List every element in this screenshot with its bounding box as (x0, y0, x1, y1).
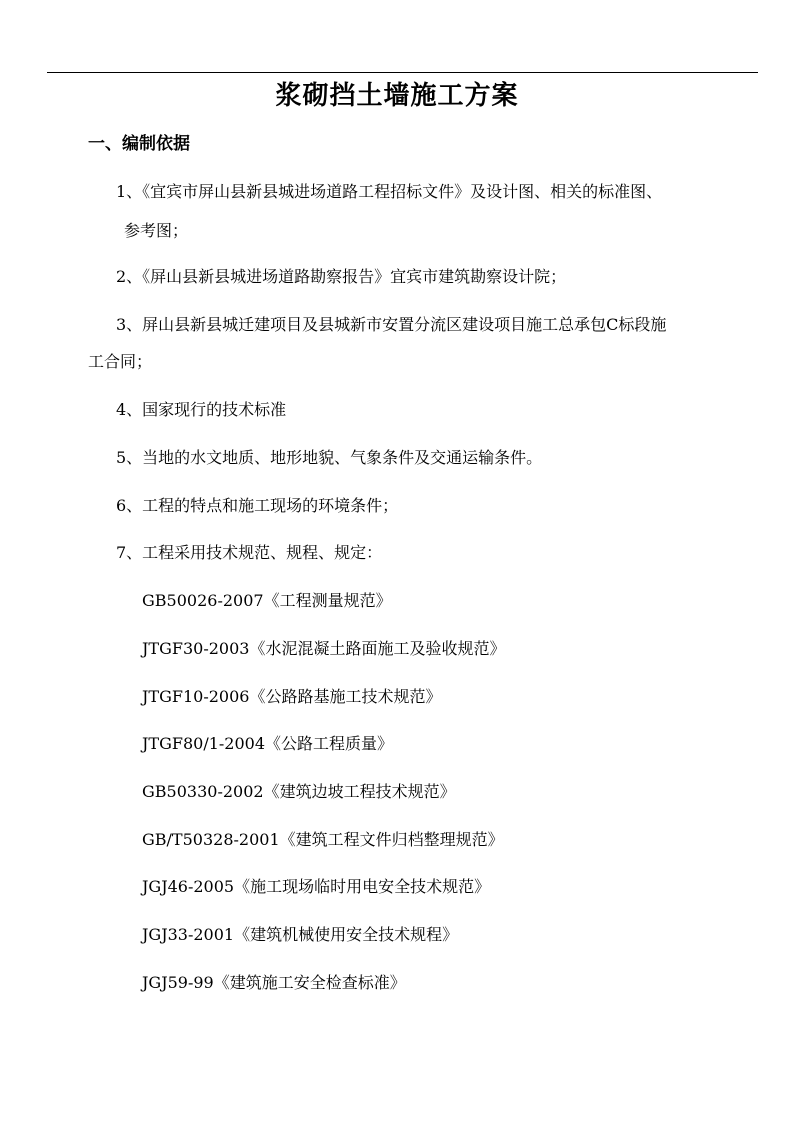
standard-item: GB50330-2002《建筑边坡工程技术规范》 (142, 782, 456, 801)
standard-item: JGJ33-2001《建筑机械使用安全技术规程》 (142, 925, 459, 944)
basis-item-1: 1、《宜宾市屏山县新县城进场道路工程招标文件》及设计图、相关的标准图、 (116, 182, 663, 201)
standard-item: JTGF80/1-2004《公路工程质量》 (142, 734, 394, 753)
standard-item: JTGF10-2006《公路路基施工技术规范》 (142, 687, 442, 706)
basis-item-4: 4、国家现行的技术标准 (116, 400, 287, 419)
standard-item: JTGF30-2003《水泥混凝土路面施工及验收规范》 (142, 639, 506, 658)
basis-item-5: 5、当地的水文地质、地形地貌、气象条件及交通运输条件。 (116, 448, 543, 467)
basis-item-2: 2、《屏山县新县城进场道路勘察报告》宜宾市建筑勘察设计院； (116, 267, 567, 286)
standard-item: GB50026-2007《工程测量规范》 (142, 591, 392, 610)
section-heading: 一、编制依据 (88, 134, 190, 154)
basis-item-1-continued: 参考图； (124, 221, 189, 240)
basis-item-3: 3、屏山县新县城迁建项目及县城新市安置分流区建设项目施工总承包C标段施 (116, 315, 667, 334)
standard-item: JGJ59-99《建筑施工安全检查标准》 (142, 973, 406, 992)
basis-item-7: 7、工程采用技术规范、规程、规定： (116, 543, 383, 562)
standard-item: GB/T50328-2001《建筑工程文件归档整理规范》 (142, 830, 504, 849)
standard-item: JGJ46-2005《施工现场临时用电安全技术规范》 (142, 877, 491, 896)
header-rule (47, 72, 758, 73)
document-title: 浆砌挡土墙施工方案 (275, 81, 519, 111)
basis-item-6: 6、工程的特点和施工现场的环境条件； (116, 496, 399, 515)
basis-item-3-continued: 工合同； (88, 352, 153, 371)
